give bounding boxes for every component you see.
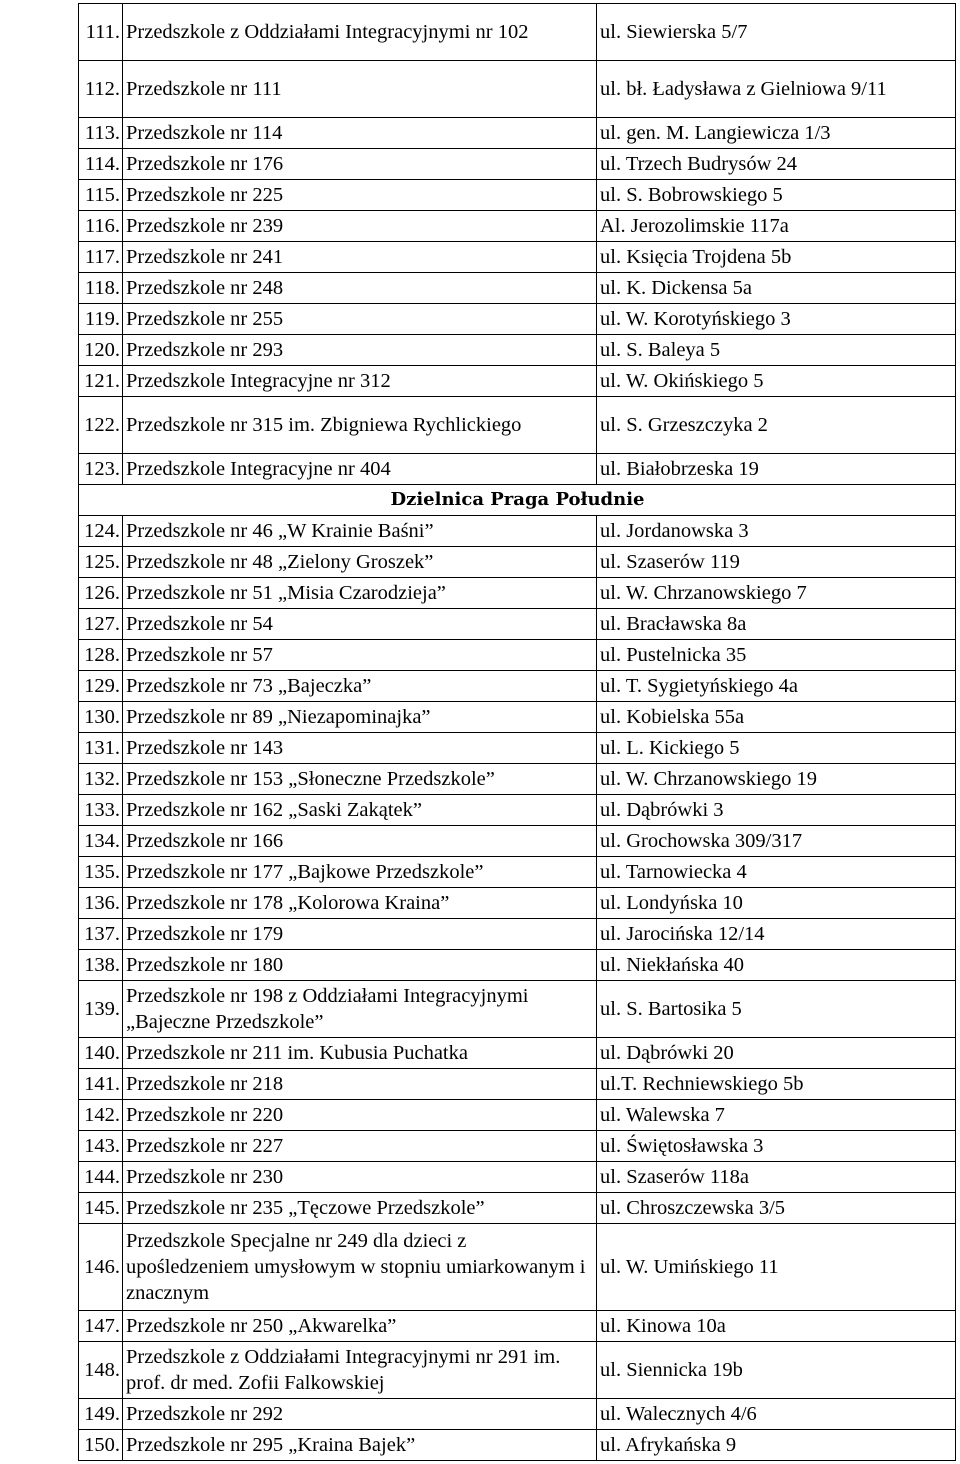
kindergarten-address: ul. W. Korotyńskiego 3 <box>597 304 956 335</box>
kindergarten-address: ul. S. Baleya 5 <box>597 335 956 366</box>
kindergarten-name: Przedszkole nr 292 <box>123 1399 597 1430</box>
row-number: 122. <box>79 397 123 454</box>
kindergarten-address: ul. Bracławska 8a <box>597 609 956 640</box>
kindergarten-name: Przedszkole nr 211 im. Kubusia Puchatka <box>123 1038 597 1069</box>
row-number: 113. <box>79 118 123 149</box>
row-number: 129. <box>79 671 123 702</box>
kindergarten-name: Przedszkole nr 239 <box>123 211 597 242</box>
kindergarten-address: ul. W. Chrzanowskiego 19 <box>597 764 956 795</box>
table-row <box>79 366 956 397</box>
kindergarten-address: ul. W. Umińskiego 11 <box>597 1224 956 1311</box>
kindergarten-name: Przedszkole nr 218 <box>123 1069 597 1100</box>
kindergarten-address: ul. S. Bobrowskiego 5 <box>597 180 956 211</box>
table-row <box>79 1131 956 1162</box>
table-row <box>79 118 956 149</box>
kindergarten-address: ul. W. Okińskiego 5 <box>597 366 956 397</box>
row-number: 123. <box>79 454 123 485</box>
table-row <box>79 304 956 335</box>
kindergarten-name: Przedszkole nr 166 <box>123 826 597 857</box>
table-row <box>79 733 956 764</box>
kindergarten-name: Przedszkole nr 51 „Misia Czarodzieja” <box>123 578 597 609</box>
kindergarten-address: ul. Trzech Budrysów 24 <box>597 149 956 180</box>
kindergarten-name: Przedszkole nr 230 <box>123 1162 597 1193</box>
table-row <box>79 211 956 242</box>
kindergarten-name: Przedszkole nr 89 „Niezapominajka” <box>123 702 597 733</box>
kindergarten-address: ul. Walecznych 4/6 <box>597 1399 956 1430</box>
kindergarten-name: Przedszkole nr 179 <box>123 919 597 950</box>
kindergarten-name: Przedszkole nr 54 <box>123 609 597 640</box>
kindergarten-name: Przedszkole nr 177 „Bajkowe Przedszkole” <box>123 857 597 888</box>
row-number: 130. <box>79 702 123 733</box>
kindergarten-name: Przedszkole z Oddziałami Integracyjnymi nr 102 <box>123 4 597 61</box>
kindergarten-name: Przedszkole nr 111 <box>123 61 597 118</box>
row-number: 143. <box>79 1131 123 1162</box>
table-row <box>79 950 956 981</box>
kindergarten-address: Al. Jerozolimskie 117a <box>597 211 956 242</box>
kindergarten-name: Przedszkole nr 176 <box>123 149 597 180</box>
kindergarten-address: ul. Kobielska 55a <box>597 702 956 733</box>
kindergarten-address: ul.T. Rechniewskiego 5b <box>597 1069 956 1100</box>
table-row <box>79 981 956 1038</box>
kindergarten-table <box>78 3 956 1461</box>
table-row <box>79 242 956 273</box>
kindergarten-name: Przedszkole nr 48 „Zielony Groszek” <box>123 547 597 578</box>
table-row <box>79 149 956 180</box>
kindergarten-name: Przedszkole nr 227 <box>123 1131 597 1162</box>
table-row <box>79 454 956 485</box>
district-header-row <box>79 485 956 516</box>
kindergarten-address: ul. Afrykańska 9 <box>597 1430 956 1461</box>
table-row <box>79 335 956 366</box>
kindergarten-name: Przedszkole nr 241 <box>123 242 597 273</box>
kindergarten-address: ul. Jarocińska 12/14 <box>597 919 956 950</box>
kindergarten-name: Przedszkole nr 315 im. Zbigniewa Rychlickiego <box>123 397 597 454</box>
kindergarten-name: Przedszkole nr 225 <box>123 180 597 211</box>
kindergarten-address: ul. Walewska 7 <box>597 1100 956 1131</box>
kindergarten-name: Przedszkole nr 220 <box>123 1100 597 1131</box>
table-row <box>79 180 956 211</box>
kindergarten-name: Przedszkole nr 46 „W Krainie Baśni” <box>123 516 597 547</box>
table-row <box>79 795 956 826</box>
kindergarten-name: Przedszkole nr 293 <box>123 335 597 366</box>
table-row <box>79 671 956 702</box>
table-row <box>79 547 956 578</box>
kindergarten-name: Przedszkole nr 250 „Akwarelka” <box>123 1311 597 1342</box>
row-number: 125. <box>79 547 123 578</box>
row-number: 142. <box>79 1100 123 1131</box>
table-row <box>79 1342 956 1399</box>
row-number: 138. <box>79 950 123 981</box>
row-number: 127. <box>79 609 123 640</box>
table-row <box>79 764 956 795</box>
district-title: Dzielnica Praga Południe <box>79 485 956 516</box>
kindergarten-address: ul. L. Kickiego 5 <box>597 733 956 764</box>
table-row <box>79 609 956 640</box>
kindergarten-address: ul. Białobrzeska 19 <box>597 454 956 485</box>
kindergarten-address: ul. Grochowska 309/317 <box>597 826 956 857</box>
row-number: 116. <box>79 211 123 242</box>
table-row <box>79 1311 956 1342</box>
row-number: 133. <box>79 795 123 826</box>
kindergarten-address: ul. Niekłańska 40 <box>597 950 956 981</box>
row-number: 132. <box>79 764 123 795</box>
kindergarten-address: ul. Tarnowiecka 4 <box>597 857 956 888</box>
kindergarten-name: Przedszkole Specjalne nr 249 dla dzieci z upośledzeniem umysłowym w stopniu umiarkowanym i znacznym <box>123 1224 597 1311</box>
kindergarten-address: ul. gen. M. Langiewicza 1/3 <box>597 118 956 149</box>
table-row <box>79 4 956 61</box>
table-row <box>79 702 956 733</box>
table-row <box>79 1430 956 1461</box>
kindergarten-name: Przedszkole nr 235 „Tęczowe Przedszkole” <box>123 1193 597 1224</box>
row-number: 140. <box>79 1038 123 1069</box>
row-number: 147. <box>79 1311 123 1342</box>
kindergarten-name: Przedszkole nr 143 <box>123 733 597 764</box>
row-number: 148. <box>79 1342 123 1399</box>
row-number: 115. <box>79 180 123 211</box>
kindergarten-name: Przedszkole Integracyjne nr 312 <box>123 366 597 397</box>
table-body <box>79 4 956 1461</box>
kindergarten-address: ul. Kinowa 10a <box>597 1311 956 1342</box>
kindergarten-address: ul. Chroszczewska 3/5 <box>597 1193 956 1224</box>
row-number: 121. <box>79 366 123 397</box>
row-number: 118. <box>79 273 123 304</box>
kindergarten-address: ul. Szaserów 119 <box>597 547 956 578</box>
row-number: 114. <box>79 149 123 180</box>
table-row <box>79 273 956 304</box>
table-row <box>79 640 956 671</box>
table-row <box>79 1038 956 1069</box>
kindergarten-address: ul. Pustelnicka 35 <box>597 640 956 671</box>
kindergarten-address: ul. Londyńska 10 <box>597 888 956 919</box>
kindergarten-name: Przedszkole nr 295 „Kraina Bajek” <box>123 1430 597 1461</box>
row-number: 135. <box>79 857 123 888</box>
row-number: 146. <box>79 1224 123 1311</box>
kindergarten-address: ul. Dąbrówki 20 <box>597 1038 956 1069</box>
table-row <box>79 1224 956 1311</box>
table-row <box>79 919 956 950</box>
kindergarten-address: ul. S. Bartosika 5 <box>597 981 956 1038</box>
table-row <box>79 857 956 888</box>
kindergarten-address: ul. Szaserów 118a <box>597 1162 956 1193</box>
table-row <box>79 1399 956 1430</box>
row-number: 126. <box>79 578 123 609</box>
row-number: 128. <box>79 640 123 671</box>
row-number: 131. <box>79 733 123 764</box>
row-number: 139. <box>79 981 123 1038</box>
table-row <box>79 516 956 547</box>
kindergarten-name: Przedszkole nr 153 „Słoneczne Przedszkole” <box>123 764 597 795</box>
row-number: 149. <box>79 1399 123 1430</box>
table-row <box>79 1100 956 1131</box>
kindergarten-address: ul. W. Chrzanowskiego 7 <box>597 578 956 609</box>
kindergarten-address: ul. Świętosławska 3 <box>597 1131 956 1162</box>
table-row <box>79 826 956 857</box>
row-number: 111. <box>79 4 123 61</box>
row-number: 120. <box>79 335 123 366</box>
kindergarten-name: Przedszkole nr 162 „Saski Zakątek” <box>123 795 597 826</box>
row-number: 136. <box>79 888 123 919</box>
row-number: 119. <box>79 304 123 335</box>
kindergarten-address: ul. bł. Ładysława z Gielniowa 9/11 <box>597 61 956 118</box>
kindergarten-name: Przedszkole nr 255 <box>123 304 597 335</box>
kindergarten-name: Przedszkole nr 248 <box>123 273 597 304</box>
table-row <box>79 1193 956 1224</box>
row-number: 150. <box>79 1430 123 1461</box>
row-number: 141. <box>79 1069 123 1100</box>
kindergarten-address: ul. S. Grzeszczyka 2 <box>597 397 956 454</box>
kindergarten-name: Przedszkole nr 114 <box>123 118 597 149</box>
kindergarten-address: ul. Jordanowska 3 <box>597 516 956 547</box>
kindergarten-address: ul. Siennicka 19b <box>597 1342 956 1399</box>
kindergarten-address: ul. T. Sygietyńskiego 4a <box>597 671 956 702</box>
table-row <box>79 397 956 454</box>
table-row <box>79 1069 956 1100</box>
kindergarten-name: Przedszkole nr 198 z Oddziałami Integracyjnymi „Bajeczne Przedszkole” <box>123 981 597 1038</box>
table-row <box>79 61 956 118</box>
table-row <box>79 1162 956 1193</box>
kindergarten-address: ul. Księcia Trojdena 5b <box>597 242 956 273</box>
row-number: 124. <box>79 516 123 547</box>
row-number: 117. <box>79 242 123 273</box>
kindergarten-address: ul. K. Dickensa 5a <box>597 273 956 304</box>
row-number: 145. <box>79 1193 123 1224</box>
row-number: 112. <box>79 61 123 118</box>
kindergarten-name: Przedszkole nr 73 „Bajeczka” <box>123 671 597 702</box>
table-row <box>79 888 956 919</box>
kindergarten-name: Przedszkole Integracyjne nr 404 <box>123 454 597 485</box>
kindergarten-address: ul. Siewierska 5/7 <box>597 4 956 61</box>
kindergarten-name: Przedszkole nr 178 „Kolorowa Kraina” <box>123 888 597 919</box>
kindergarten-name: Przedszkole nr 57 <box>123 640 597 671</box>
table-row <box>79 578 956 609</box>
kindergarten-name: Przedszkole nr 180 <box>123 950 597 981</box>
row-number: 144. <box>79 1162 123 1193</box>
row-number: 134. <box>79 826 123 857</box>
kindergarten-name: Przedszkole z Oddziałami Integracyjnymi nr 291 im. prof. dr med. Zofii Falkowskiej <box>123 1342 597 1399</box>
kindergarten-address: ul. Dąbrówki 3 <box>597 795 956 826</box>
row-number: 137. <box>79 919 123 950</box>
